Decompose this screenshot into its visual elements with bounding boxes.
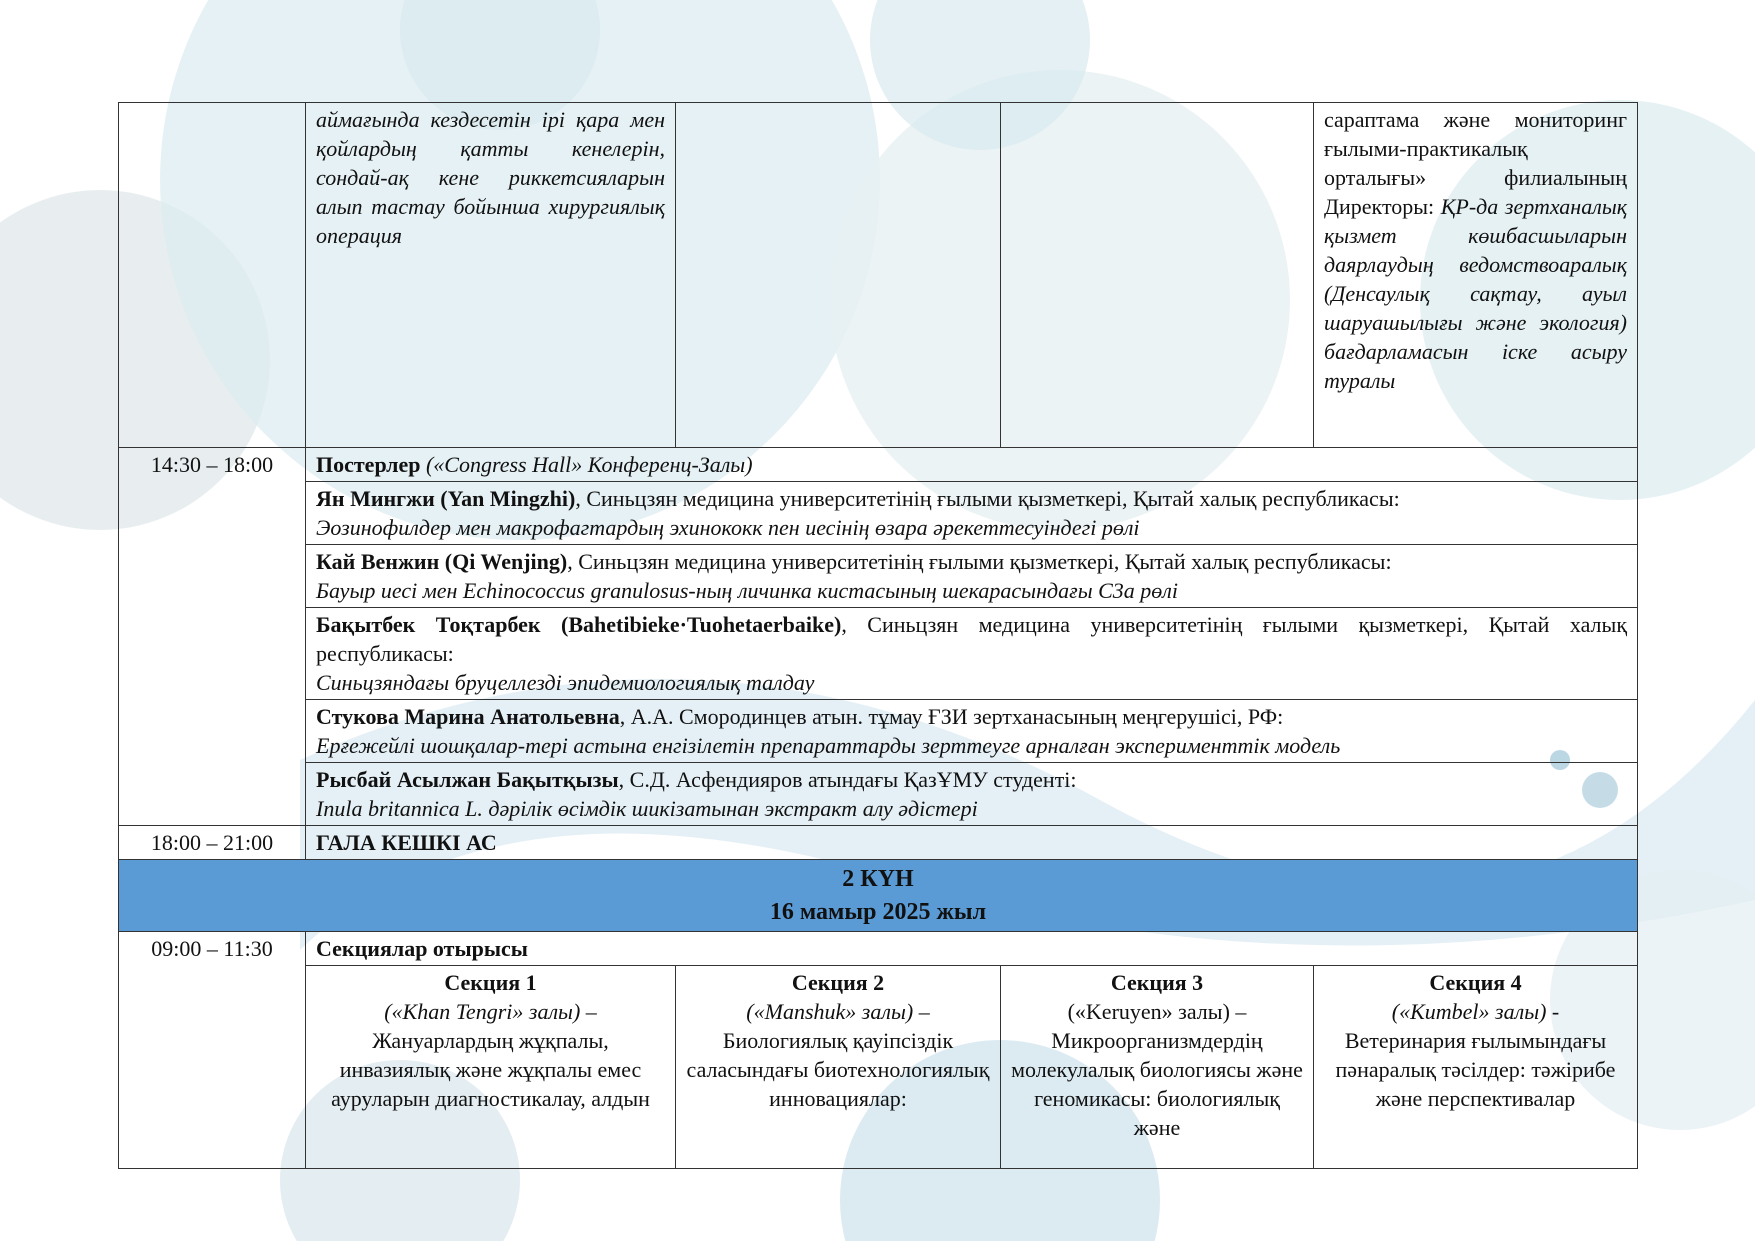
presenter-role: , Синьцзян медицина университетінің ғылыми қызметкері, Қытай халық республикасы: xyxy=(575,486,1400,511)
gala-label xyxy=(306,826,1638,860)
day-header xyxy=(119,860,1638,932)
table-row-sessions-header xyxy=(119,932,1638,966)
time-cell-empty xyxy=(119,103,306,448)
speaker-topic: ҚР-да зертханалық қызмет көшбасшыларын даярлаудың ведомствоаралық (Денсаулық сақтау, ауыл шаруашылығы және экология) бағдарламасын іске асыру туралы xyxy=(1324,194,1628,393)
presenter-role: , Синьцзян медицина университетінің ғылыми қызметкері, Қытай халық республикасы: xyxy=(567,549,1392,574)
poster-item xyxy=(306,608,1638,700)
section-name: Секция 3 xyxy=(1110,970,1204,995)
table-row-poster xyxy=(119,545,1638,608)
section-cell-2 xyxy=(676,966,1001,1169)
section-cell-3 xyxy=(1001,966,1314,1169)
table-row-poster xyxy=(119,763,1638,826)
section-cell-1 xyxy=(306,966,676,1169)
section-name: Секция 1 xyxy=(444,970,537,995)
presenter-name: Кай Венжин (Qi Wenjing) xyxy=(316,549,568,574)
poster-item xyxy=(306,700,1638,763)
poster-item xyxy=(306,482,1638,545)
speaker-role: сараптама және мониторинг ғылыми-практикалық орталығы» филиалының Директоры: xyxy=(1324,107,1627,219)
section-separator: - xyxy=(1546,999,1560,1024)
presenter-name: Стукова Марина Анатольевна xyxy=(316,704,620,729)
empty-cell xyxy=(1001,103,1314,448)
presenter-role: , С.Д. Асфендияров атындағы ҚазҰМУ студенті: xyxy=(618,767,1077,792)
section-hall: («Khan Tengri» залы) xyxy=(384,999,581,1024)
presenter-role: , Синьцзян медицина университетінің ғылыми қызметкері, Қытай халық республикасы: xyxy=(316,612,1628,666)
presenter-name: Ян Мингжи (Yan Mingzhi) xyxy=(316,486,576,511)
program-table xyxy=(118,102,1638,1169)
section-name: Секция 2 xyxy=(791,970,885,995)
table-row-poster xyxy=(119,700,1638,763)
section-separator: – xyxy=(1229,999,1247,1024)
section-topic: Микроорганизмдердің молекулалық биологиясы және геномикасы: биологиялық және xyxy=(1011,1028,1303,1140)
section-hall: («Keruyen» залы) xyxy=(1067,999,1230,1024)
time-cell: 14:30 – 18:00 xyxy=(119,448,306,826)
table-row-sections xyxy=(119,966,1638,1169)
gala-title: ГАЛА КЕШКІ АС xyxy=(316,830,497,855)
table-row-continuation xyxy=(119,103,1638,448)
posters-title-bold: Постерлер xyxy=(316,452,421,477)
poster-topic: Эозинофилдер мен макрофагтардың эхинококк пен иесінің өзара әрекеттесуіндегі рөлі xyxy=(316,515,1140,540)
table-row-gala xyxy=(119,826,1638,860)
posters-title xyxy=(306,448,1638,482)
continued-topic: аймағында кездесетін ірі қара мен қойлардың қатты кенелерін, сондай-ақ кене риккетсияларын алып тастау бойынша хирургиялық операция xyxy=(306,103,676,448)
empty-cell xyxy=(676,103,1001,448)
day-date: 16 мамыр 2025 жыл xyxy=(769,899,987,925)
section-topic: Жануарлардың жұқпалы, инвазиялық және жұқпалы емес ауруларын диагностикалау, алдын xyxy=(331,1028,650,1111)
section-name: Секция 4 xyxy=(1429,970,1522,995)
poster-topic: Бауыр иесі мен Echinococcus granulosus-ның личинка кистасының шекарасындағы С3а рөлі xyxy=(316,578,1178,603)
presenter-name: Бақытбек Тоқтарбек (Bahetibieke·Tuohetaerbaike) xyxy=(316,612,842,637)
table-row-posters-header xyxy=(119,448,1638,482)
table-row-poster xyxy=(119,482,1638,545)
sessions-title xyxy=(306,932,1638,966)
continued-speaker xyxy=(1314,103,1638,448)
posters-venue: («Congress Hall» Конференц-Залы) xyxy=(425,452,753,477)
poster-topic: Inula britannica L. дәрілік өсімдік шикізатынан экстракт алу әдістері xyxy=(316,796,978,821)
table-row-poster xyxy=(119,608,1638,700)
time-cell: 18:00 – 21:00 xyxy=(119,826,306,860)
section-cell-4 xyxy=(1314,966,1638,1169)
section-topic: Биологиялық қауіпсіздік саласындағы биотехнологиялық инновациялар: xyxy=(686,1028,990,1111)
day-number: 2 КҮН xyxy=(842,866,914,892)
section-hall: («Kumbel» залы) xyxy=(1391,999,1547,1024)
section-separator: – xyxy=(580,999,597,1024)
sessions-title-text: Секциялар отырысы xyxy=(316,936,528,961)
poster-item xyxy=(306,545,1638,608)
presenter-role: , А.А. Смородинцев атын. тұмау ҒЗИ зертханасының меңгерушісі, РФ: xyxy=(619,704,1284,729)
presenter-name: Рысбай Асылжан Бақытқызы xyxy=(316,767,619,792)
poster-item xyxy=(306,763,1638,826)
day-header-row xyxy=(119,860,1638,932)
section-topic: Ветеринария ғылымындағы пәнаралық тәсілдер: тәжірибе және перспективалар xyxy=(1335,1028,1616,1111)
section-hall: («Manshuk» залы) xyxy=(746,999,914,1024)
poster-topic: Синьцзяндағы бруцеллезді эпидемиологиялық талдау xyxy=(316,670,815,695)
section-separator: – xyxy=(913,999,930,1024)
time-cell: 09:00 – 11:30 xyxy=(119,932,306,1169)
poster-topic: Ерғежейлі шошқалар-тері астына енгізілетін препараттарды зерттеуге арналған эксперименттік модель xyxy=(316,733,1341,758)
